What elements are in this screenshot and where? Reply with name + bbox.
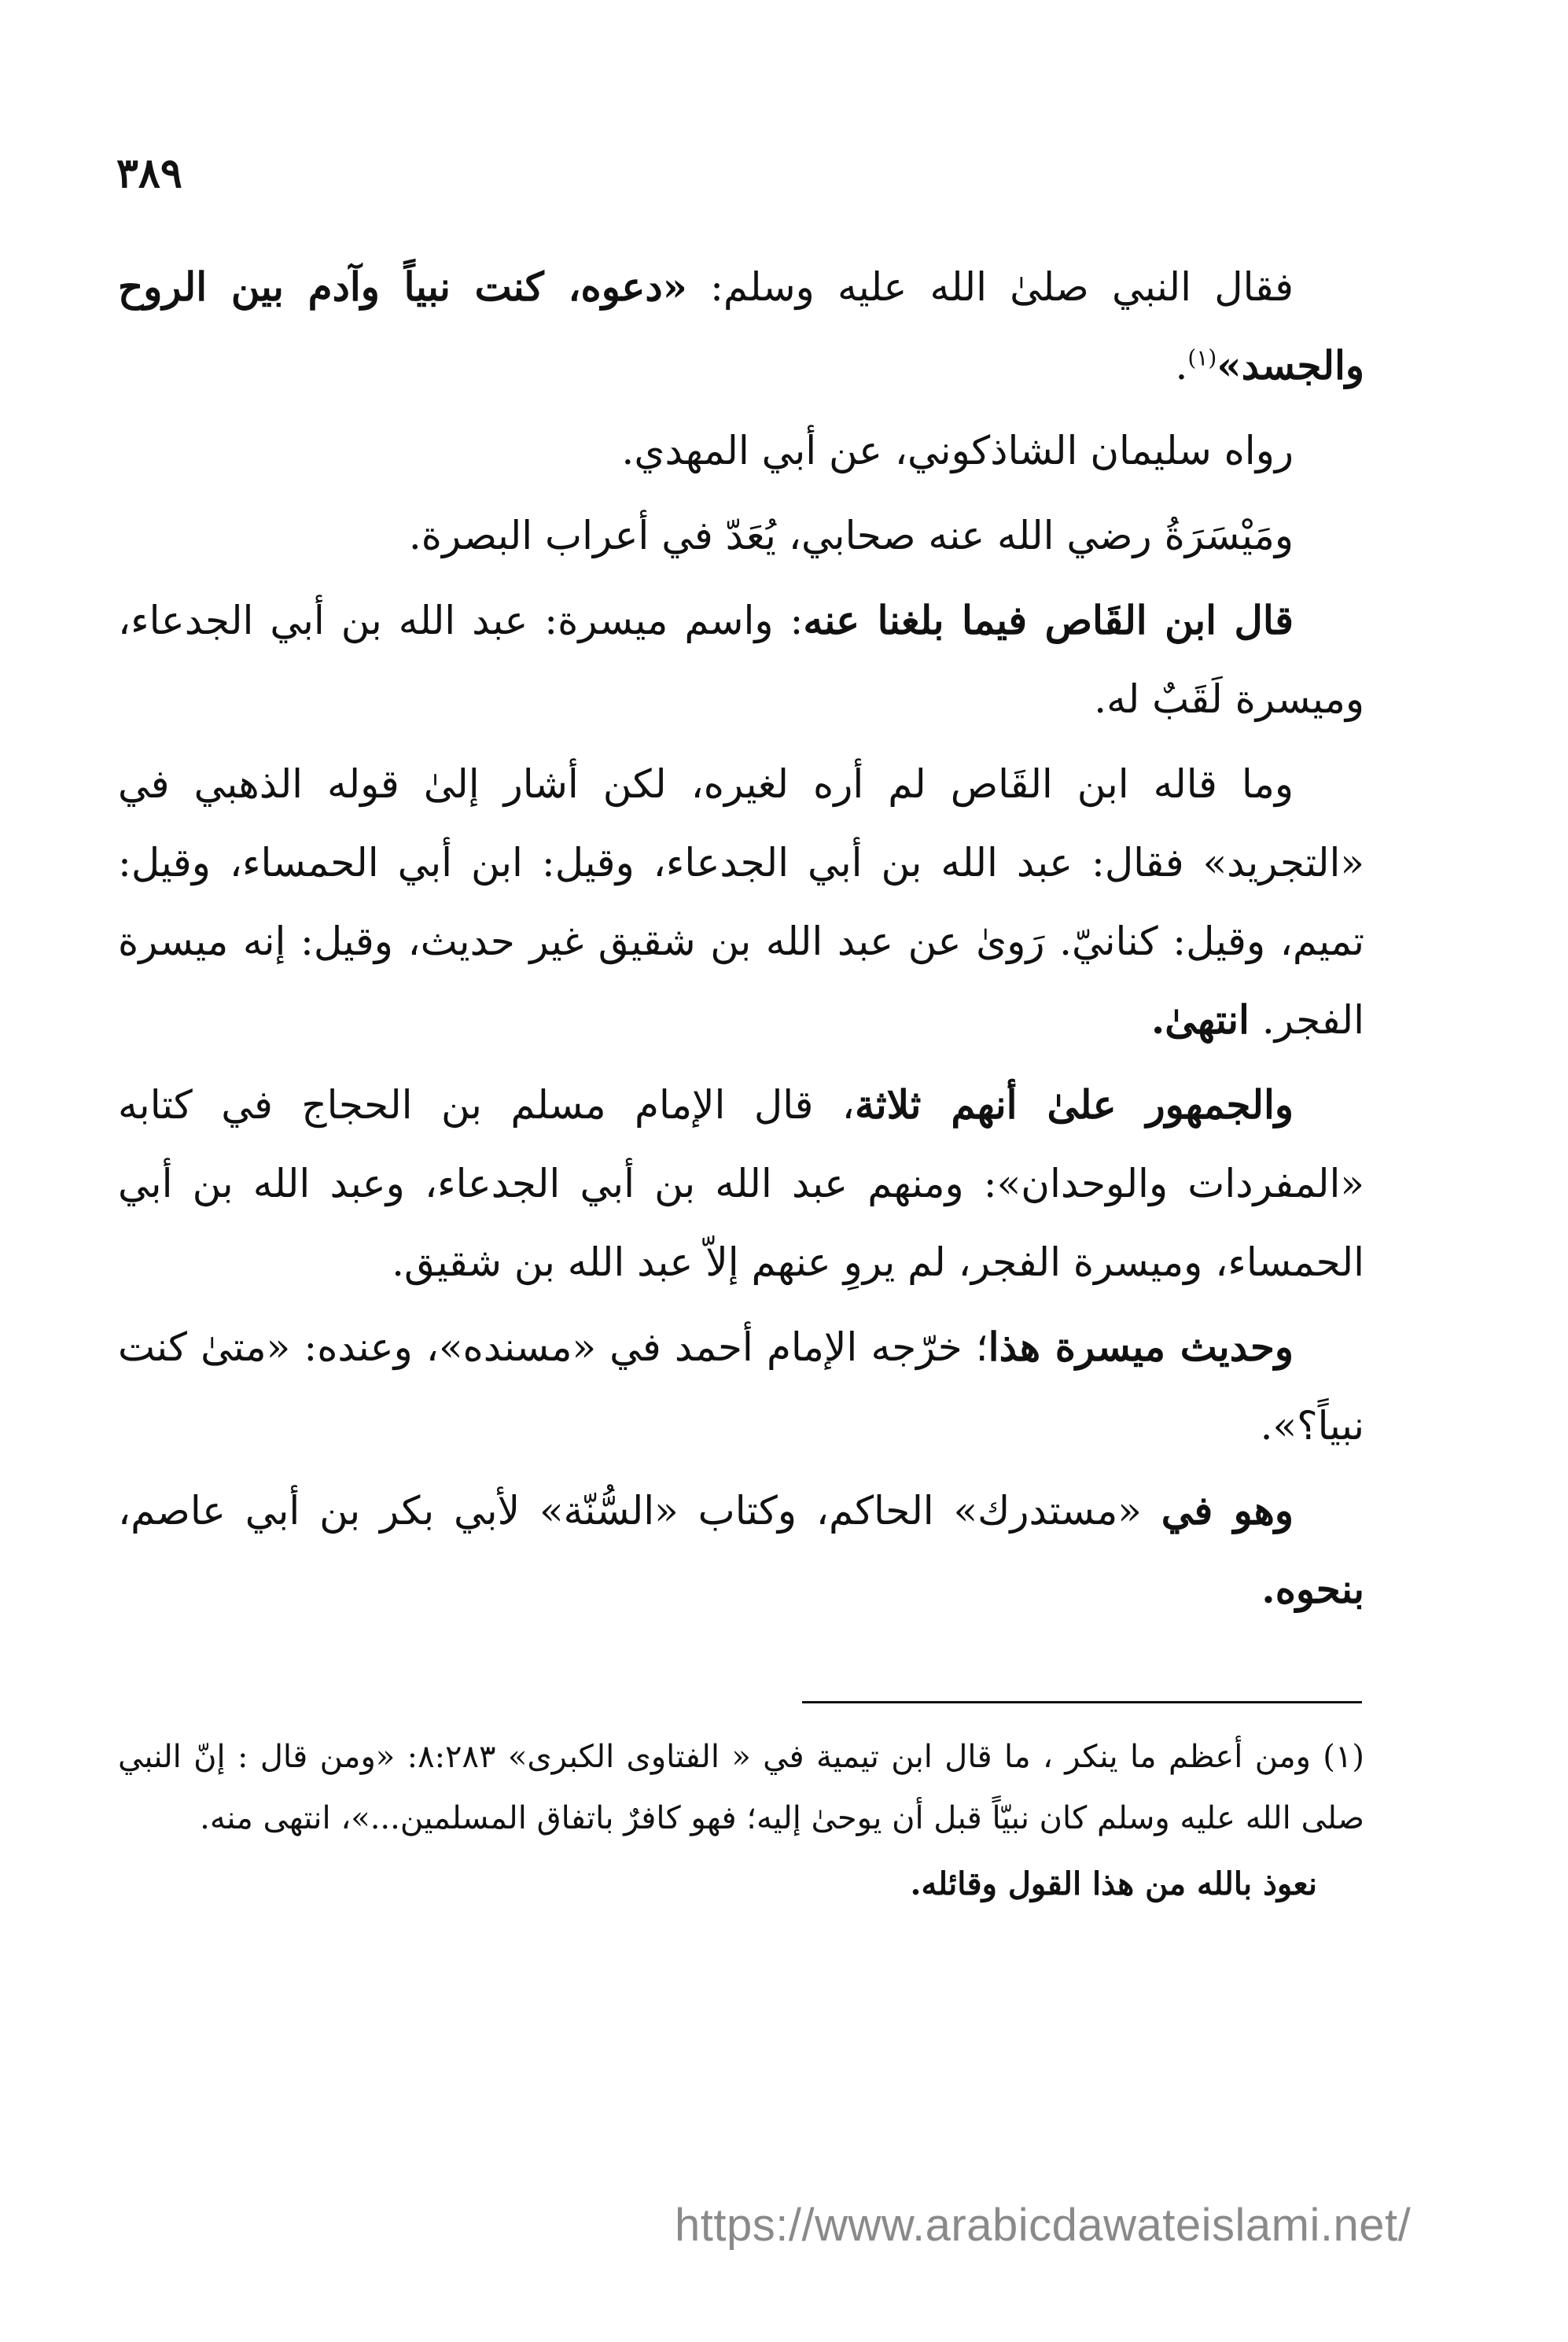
dhahabi-end: انتهىٰ.: [1150, 996, 1250, 1043]
paragraph-narration: [118, 411, 1364, 490]
dhahabi-text: وما قاله ابن القَاص لم أره لغيره، لكن أشار إلىٰ قوله الذهبي في «التجريد» فقال: عبد الله بن أبي الجدعاء، وقيل: ابن أبي الحمساء، وقيل: تميم، وقيل: كنانيّ. رَوىٰ عن عبد الله بن شقيق غير حديث، وقيل: إنه ميسرة الفجر.: [118, 761, 1364, 1043]
paragraph-ibn-alqas: [118, 581, 1364, 738]
paragraph-maysara-hadith: [118, 1308, 1364, 1465]
maysara-hadith-lead: وحديث ميسرة هذا: [988, 1324, 1294, 1370]
footnote-closing: نعوذ بالله من هذا القول وقائله.: [910, 1865, 1317, 1902]
companion-text: ومَيْسَرَةُ رضي الله عنه صحابي، يُعَدّ في أعراب البصرة.: [408, 513, 1294, 558]
footnote-section: [118, 1726, 1364, 1915]
paragraph-majority: [118, 1066, 1364, 1302]
paragraph-sources: [118, 1471, 1364, 1629]
footnote-1: (١) ومن أعظم ما ينكر ، ما قال ابن تيمية في « الفتاوى الكبرى» ٨:٢٨٣: «ومن قال : إنّ النبي صلى الله عليه وسلم كان نبيّاً قبل أن يوحىٰ إليه؛ فهو كافرٌ باتفاق المسلمين...»، انتهى منه.: [118, 1739, 1364, 1836]
page-number: ٣٨٩: [116, 149, 182, 197]
footnote-reference[interactable]: (١): [1187, 344, 1217, 371]
majority-lead: والجمهور علىٰ أنهم ثلاثة: [854, 1081, 1294, 1128]
ibn-alqas-text: : واسم ميسرة: عبد الله بن أبي الجدعاء، وميسرة لَقَبٌ له.: [118, 598, 1364, 722]
sources-lead: وهو في: [1161, 1487, 1294, 1534]
hadith-intro: فقال النبي صلىٰ الله عليه وسلم:: [686, 264, 1294, 310]
sources-end: بنحوه.: [1261, 1566, 1364, 1612]
watermark-url: https://www.arabicdawateislami.net/: [675, 2200, 1412, 2251]
paragraph-companion: [118, 496, 1364, 575]
paragraph-dhahabi: [118, 745, 1364, 1059]
maysara-hadith-text: ؛ خرّجه الإمام أحمد في «مسنده»، وعنده: «متىٰ كنت نبياً؟».: [118, 1324, 1364, 1449]
hadith-quote: «دعوه، كنت نبياً وآدم بين الروح والجسد»: [118, 263, 1364, 388]
ibn-alqas-lead: قال ابن القَاص فيما بلغنا عنه: [803, 597, 1294, 643]
narration-text: رواه سليمان الشاذكوني، عن أبي المهدي.: [621, 428, 1294, 473]
footnote-divider: [802, 1701, 1362, 1703]
sources-text: «مستدرك» الحاكم، وكتاب «السُّنّة» لأبي بكر بن أبي عاصم،: [118, 1488, 1161, 1534]
hadith-end: .: [1175, 343, 1188, 388]
paragraph-hadith: [118, 248, 1364, 405]
majority-text: ، قال الإمام مسلم بن الحجاج في كتابه «المفردات والوحدان»: ومنهم عبد الله بن أبي الجدعاء، وعبد الله بن أبي الحمساء، وميسرة الفجر، لم يروِ عنهم إلاّ عبد الله بن شقيق.: [118, 1082, 1364, 1285]
main-text: [118, 248, 1364, 1635]
